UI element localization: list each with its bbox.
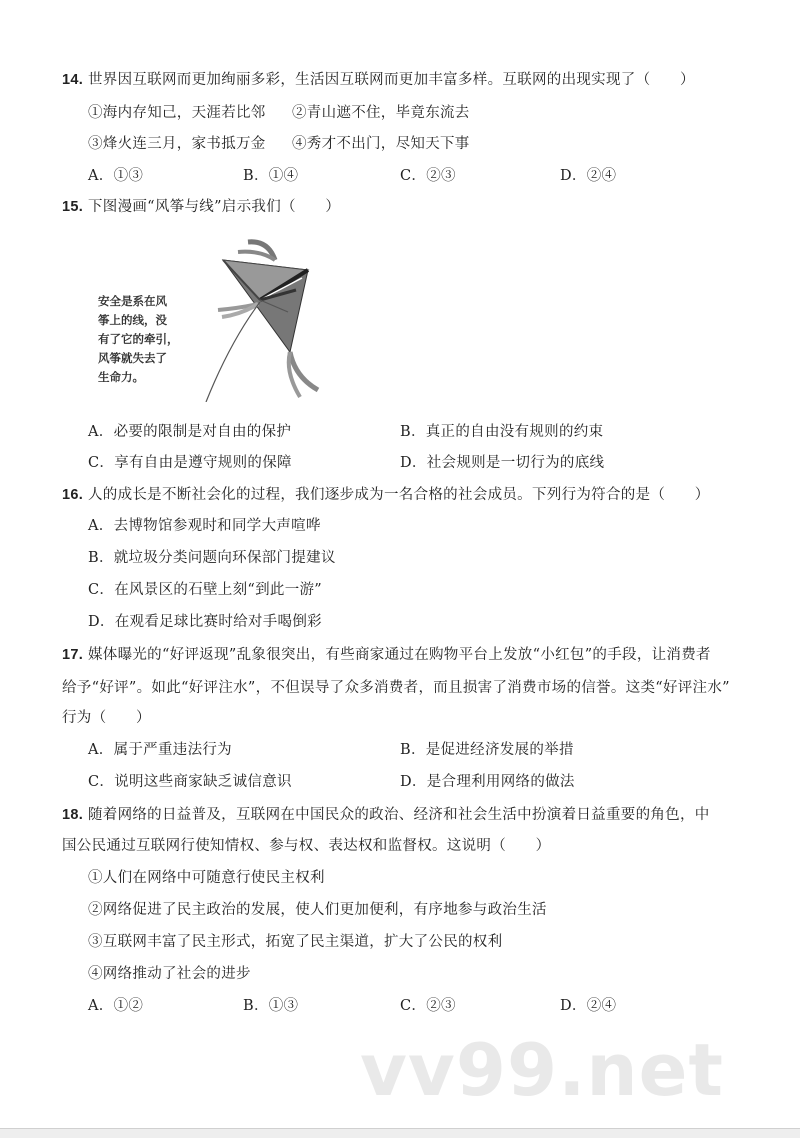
option-a: A．①②: [88, 998, 144, 1014]
option-a: A．①③: [88, 168, 144, 184]
statement-4: ④网络推动了社会的进步: [88, 966, 251, 982]
option-b: B．①③: [243, 998, 299, 1014]
option-d: D．社会规则是一切行为的底线: [400, 455, 605, 471]
option-d: D．②④: [560, 168, 617, 184]
option-c: C．说明这些商家缺乏诚信意识: [88, 774, 292, 790]
statement-2: ②网络促进了民主政治的发展，使人们更加便利，有序地参与政治生活: [88, 902, 547, 918]
question-16-stem: [62, 485, 710, 505]
statement-3: ③互联网丰富了民主形式，拓宽了民主渠道，扩大了公民的权利: [88, 934, 503, 950]
statement-3: ③烽火连三月，家书抵万金: [88, 136, 266, 152]
statement-4: ④秀才不出门，尽知天下事: [292, 136, 470, 152]
statement-1: ①海内存知己，天涯若比邻: [88, 105, 266, 121]
question-18-stem: [62, 805, 710, 825]
question-text-line: 行为（ ）: [62, 710, 151, 726]
question-text-line: 国公民通过互联网行使知情权、参与权、表达权和监督权。这说明（ ）: [62, 838, 551, 854]
option-a: A．去博物馆参观时和同学大声喧哗: [88, 518, 321, 534]
option-c: C．②③: [400, 168, 456, 184]
question-number: 17.: [62, 647, 84, 663]
option-b: B．是促进经济发展的举措: [400, 742, 574, 758]
question-text: 下图漫画“风筝与线”启示我们（ ）: [87, 199, 341, 215]
question-14-stem: [62, 70, 695, 90]
question-number: 18.: [62, 807, 84, 823]
question-15-stem: [62, 197, 340, 217]
question-text: 世界因互联网而更加绚丽多彩，生活因互联网而更加丰富多样。互联网的出现实现了（ ）: [87, 72, 695, 88]
option-c: C．享有自由是遵守规则的保障: [88, 455, 292, 471]
watermark: vv99.net: [360, 1028, 724, 1112]
question-number: 16.: [62, 487, 84, 503]
option-c: C．②③: [400, 998, 456, 1014]
statement-1: ①人们在网络中可随意行使民主权利: [88, 870, 325, 886]
question-17-stem: [62, 645, 711, 665]
question-text-line: 给予“好评”。如此“好评注水”，不但误导了众多消费者，而且损害了消费市场的信誉。这类“好评注水”: [62, 680, 730, 696]
option-b: B．就垃圾分类问题向环保部门提建议: [88, 550, 336, 566]
question-number: 14.: [62, 72, 84, 88]
option-b: B．①④: [243, 168, 299, 184]
option-a: A．必要的限制是对自由的保护: [88, 424, 292, 440]
option-b: B．真正的自由没有规则的约束: [400, 424, 604, 440]
cartoon-caption: 安全是系在风 筝上的线，没 有了它的牵引， 风筝就失去了 生命力。: [98, 294, 179, 384]
question-text: 随着网络的日益普及，互联网在中国民众的政治、经济和社会生活中扮演着日益重要的角色，中: [87, 807, 710, 823]
statement-2: ②青山遮不住，毕竟东流去: [292, 105, 470, 121]
option-c: C．在风景区的石壁上刻“到此一游”: [88, 582, 323, 598]
option-d: D．在观看足球比赛时给对手喝倒彩: [88, 614, 322, 630]
option-d: D．是合理利用网络的做法: [400, 774, 575, 790]
option-a: A．属于严重违法行为: [88, 742, 232, 758]
question-text: 媒体曝光的“好评返现”乱象很突出，有些商家通过在购物平台上发放“小红包”的手段，让消费者: [87, 647, 711, 663]
question-text: 人的成长是不断社会化的过程，我们逐步成为一名合格的社会成员。下列行为符合的是（ ）: [87, 487, 710, 503]
question-number: 15.: [62, 199, 84, 215]
option-d: D．②④: [560, 998, 617, 1014]
